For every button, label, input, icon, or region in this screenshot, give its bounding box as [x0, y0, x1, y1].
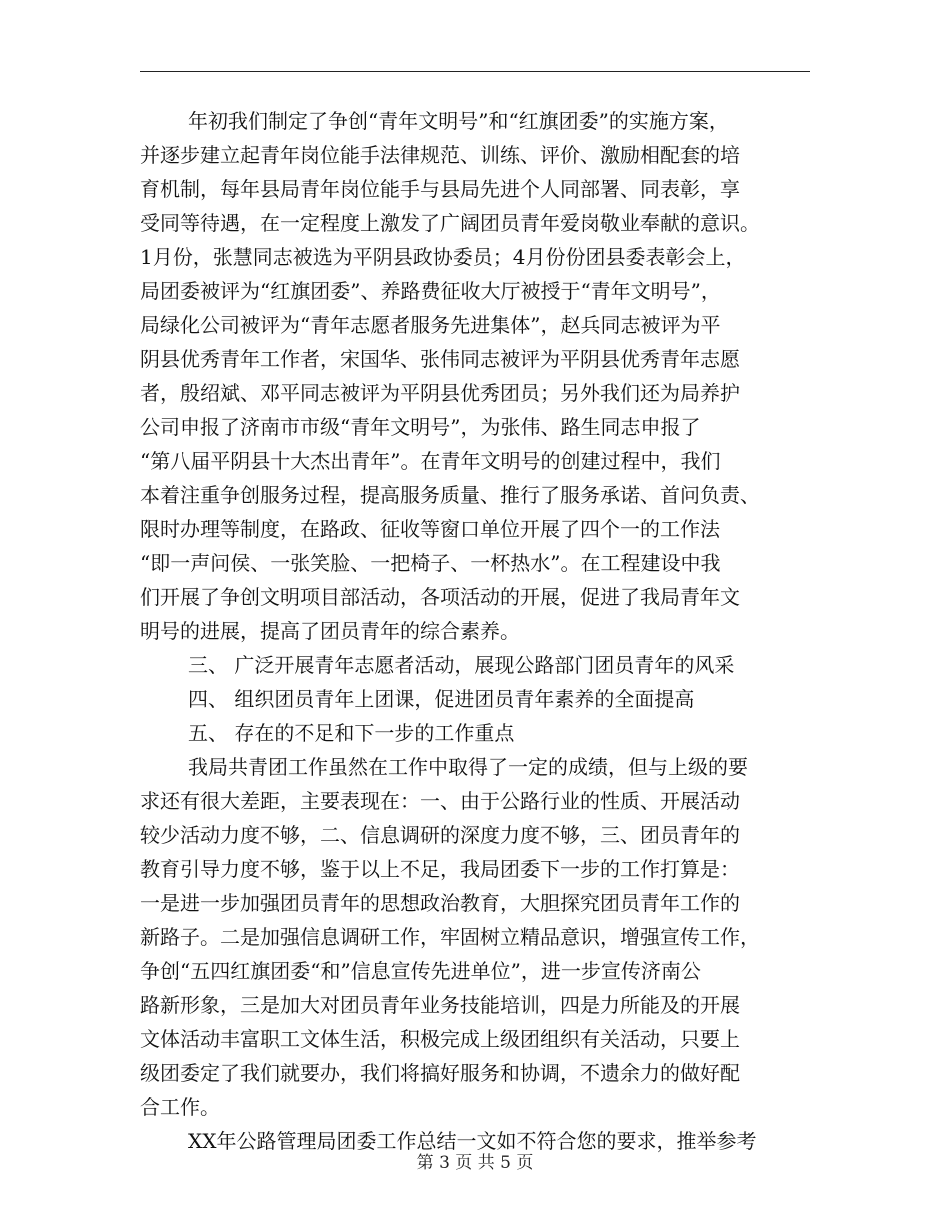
text-line-13: 限时办理等制度，在路政、征收等窗口单位开展了四个一的工作法 — [140, 517, 720, 541]
text-line-20: 我局共青团工作虽然在工作中取得了一定的成绩，但与上级的要 — [188, 755, 748, 779]
text-line-24: 一是进一步加强团员青年的思想政治教育，大胆探究团员青年工作的 — [140, 891, 740, 915]
text-line-12: 本着注重争创服务过程，提高服务质量、推行了服务承诺、首问负责、 — [140, 483, 760, 507]
text-line-9: 者，殷绍斌、邓平同志被评为平阴县优秀团员；另外我们还为局养护 — [140, 381, 740, 405]
text-line-4: 受同等待遇，在一定程度上激发了广阔团员青年爱岗敬业奉献的意识。 — [140, 211, 760, 235]
section-heading-5: 五、 存在的不足和下一步的工作重点 — [188, 721, 515, 745]
page-number-footer: 第 3 页 共 5 页 — [416, 1153, 534, 1173]
text-line-15: 们开展了争创文明项目部活动，各项活动的开展，促进了我局青年文 — [140, 585, 740, 609]
text-line-31: XX年公路管理局团委工作总结一文如不符合您的要求，推举参考 — [188, 1129, 757, 1153]
text-line-22: 较少活动力度不够，二、信息调研的深度力度不够，三、团员青年的 — [140, 823, 740, 847]
text-line-21: 求还有很大差距，主要表现在：一、由于公路行业的性质、开展活动 — [140, 789, 740, 813]
header-rule — [140, 71, 810, 72]
text-line-27: 路新形象，三是加大对团员青年业务技能培训，四是力所能及的开展 — [140, 993, 740, 1017]
body-text — [140, 104, 810, 1158]
text-line-6: 局团委被评为“红旗团委”、养路费征收大厅被授于“青年文明号”， — [140, 279, 721, 303]
text-line-30: 合工作。 — [140, 1095, 220, 1119]
text-line-14: “即一声问侯、一张笑脸、一把椅子、一杯热水”。在工程建设中我 — [140, 551, 721, 575]
text-line-8: 阴县优秀青年工作者，宋国华、张伟同志被评为平阴县优秀青年志愿 — [140, 347, 740, 371]
text-line-3: 育机制，每年县局青年岗位能手与县局先进个人同部署、同表彰，享 — [140, 177, 740, 201]
text-line-28: 文体活动丰富职工文体生活，积极完成上级团组织有关活动，只要上 — [140, 1027, 740, 1051]
section-heading-3: 三、 广泛开展青年志愿者活动，展现公路部门团员青年的风采 — [188, 653, 735, 677]
text-line-26: 争创“五四红旗团委“和”信息宣传先进单位”，进一步宣传济南公 — [140, 959, 701, 983]
text-line-1: 年初我们制定了争创“青年文明号”和“红旗团委”的实施方案， — [188, 109, 729, 133]
text-line-29: 级团委定了我们就要办，我们将搞好服务和协调，不遗余力的做好配 — [140, 1061, 740, 1085]
text-line-23: 教育引导力度不够，鉴于以上不足，我局团委下一步的工作打算是： — [140, 857, 740, 881]
text-line-25: 新路子。二是加强信息调研工作，牢固树立精品意识，增强宣传工作， — [140, 925, 760, 949]
text-line-10: 公司申报了济南市市级“青年文明号”，为张伟、路生同志申报了 — [140, 415, 701, 439]
text-line-11: “第八届平阴县十大杰出青年”。在青年文明号的创建过程中，我们 — [140, 449, 721, 473]
section-heading-4: 四、 组织团员青年上团课，促进团员青年素养的全面提高 — [188, 687, 695, 711]
text-line-16: 明号的进展，提高了团员青年的综合素养。 — [140, 619, 520, 643]
text-line-7: 局绿化公司被评为“青年志愿者服务先进集体”，赵兵同志被评为平 — [140, 313, 721, 337]
text-line-5: 1月份，张慧同志被选为平阴县政协委员；4月份份团县委表彰会上， — [140, 245, 746, 269]
text-line-2: 并逐步建立起青年岗位能手法律规范、训练、评价、激励相配套的培 — [140, 143, 740, 167]
